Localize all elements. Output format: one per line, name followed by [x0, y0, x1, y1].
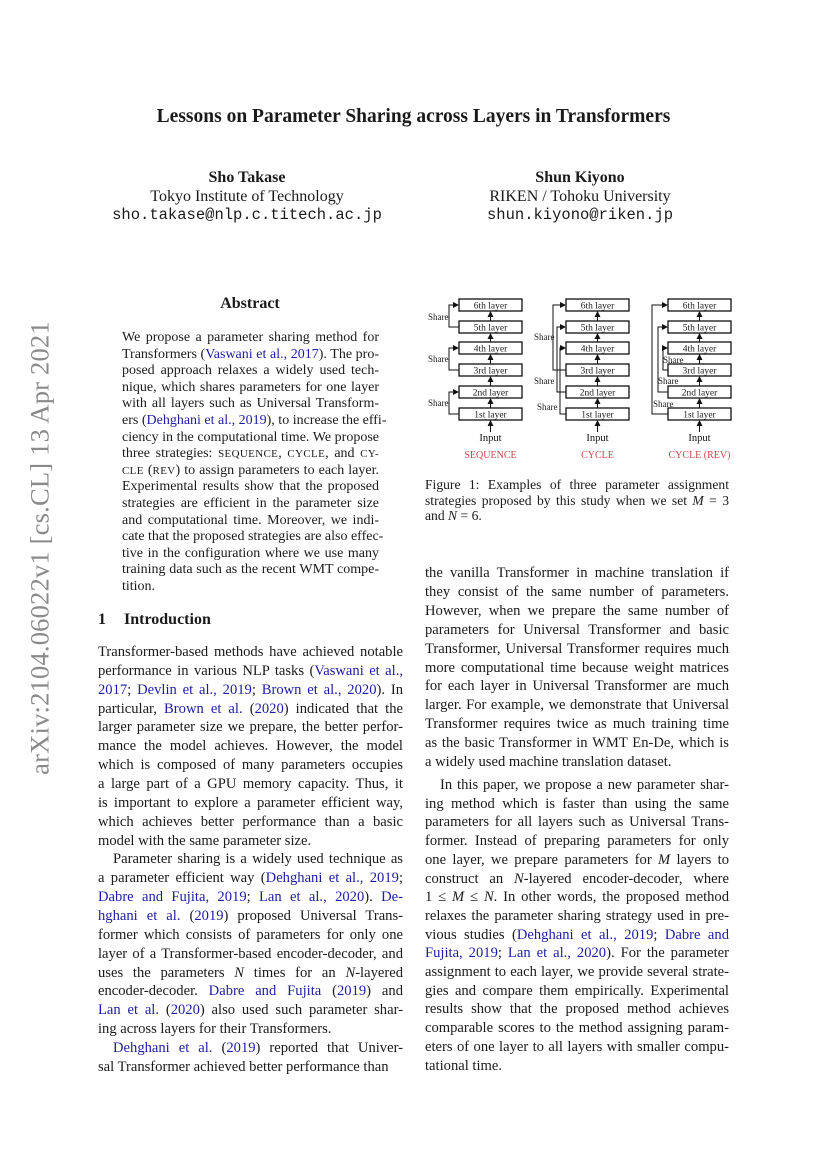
text-line: [122, 562, 379, 579]
layer-label: 4th layer: [473, 344, 508, 355]
strategy-diagram-sequence: [428, 299, 522, 461]
arxiv-id-text: arXiv:2104.06022v1 [cs.CL] 13 Apr 2021: [24, 321, 55, 775]
citation-link[interactable]: Dabre and: [664, 926, 729, 943]
text-line: [98, 643, 403, 662]
math-symbol: M: [692, 492, 704, 508]
text-line: [122, 479, 379, 496]
text-run: ≤: [464, 889, 484, 906]
layer-label: 1st layer: [581, 410, 614, 421]
text-run: which is composed of many parameters occupies: [98, 757, 403, 774]
citation-link[interactable]: Dehghani et al., 2019: [265, 870, 399, 887]
text-line: [122, 463, 379, 480]
citation-link[interactable]: Dabre and Fujita: [208, 983, 322, 1000]
layer-label: 3rd layer: [473, 366, 508, 377]
text-line: [425, 715, 729, 734]
text-line: [425, 602, 729, 621]
text-run: training data such as the recent WMT compe-: [122, 562, 379, 578]
text-run: -layered encoder-decoder, where: [523, 870, 729, 887]
citation-link[interactable]: Devlin et al., 2019: [137, 681, 252, 698]
text-line: [425, 753, 729, 772]
text-line: [425, 888, 729, 907]
text-line: [425, 870, 729, 889]
text-line: [122, 430, 379, 447]
text-run: and: [425, 508, 449, 523]
text-line: [425, 640, 729, 659]
text-run: Transformers (: [122, 346, 206, 362]
text-run: posed approach relaxes a widely used tech-: [122, 363, 379, 379]
text-run: However, when we prepare the same number of: [425, 602, 729, 619]
text-run: cate that the proposed strategies are also effec-: [122, 529, 384, 545]
text-line: [98, 1001, 403, 1020]
citation-link[interactable]: Dehghani et al.: [113, 1040, 213, 1057]
text-run: , and: [325, 446, 361, 462]
text-run: they consist of the same number of parameters.: [425, 583, 729, 600]
layer-label: 3rd layer: [682, 366, 717, 377]
share-label: Share: [428, 398, 449, 408]
paper-title: Lessons on Parameter Sharing across Layers in Transformers: [156, 106, 671, 127]
author-name: Shun Kiyono: [535, 169, 625, 186]
citation-link[interactable]: 2019: [336, 983, 367, 1000]
text-run: comparable scores to the method assigning param-: [425, 1020, 729, 1037]
text-run: parameters for all layers such as Universal Trans-: [425, 814, 729, 831]
text-run: ;: [653, 926, 665, 943]
citation-link[interactable]: Lan et al., 2020: [259, 889, 365, 906]
abstract-heading: Abstract: [220, 295, 280, 312]
math-symbol: N: [483, 889, 494, 906]
text-run: larger parameter size we prepare, the better perfor-: [98, 719, 403, 736]
text-line: [425, 508, 729, 524]
layer-label: 5th layer: [580, 323, 615, 334]
text-run: vious studies (: [425, 926, 517, 943]
math-symbol: N: [448, 508, 458, 523]
text-run: ciency in the computational time. We propose: [122, 429, 379, 445]
text-run: mance the model achieves. However, the model: [98, 738, 403, 755]
section-heading-introduction: [98, 611, 211, 629]
text-run: parameters for Universal Transformer and basic: [425, 621, 729, 638]
layer-label: 4th layer: [682, 344, 717, 355]
text-line: [425, 832, 729, 851]
text-run: larger. For example, we demonstrate that Universal: [425, 697, 729, 714]
text-line: [122, 380, 379, 397]
share-label: Share: [428, 354, 449, 364]
math-symbol: N: [234, 964, 244, 981]
share-label: Share: [658, 376, 679, 386]
strategy-diagram-cycle: [534, 299, 629, 461]
text-line: [98, 813, 403, 832]
text-run: assignment to each layer, we provide several strate-: [425, 964, 729, 981]
text-run: Transformer, Universal Transformer requires much: [425, 640, 729, 657]
citation-link[interactable]: hghani et al.: [98, 908, 181, 925]
text-line: [98, 964, 403, 983]
text-run: relaxes the parameter sharing strategy used in pre-: [425, 907, 729, 924]
text-line: [425, 583, 729, 602]
text-line: [425, 1019, 729, 1038]
text-line: [98, 700, 403, 719]
citation-link[interactable]: Brown et al., 2020: [261, 681, 377, 698]
text-line: [98, 756, 403, 775]
share-label: Share: [534, 376, 555, 386]
text-run: tational time.: [425, 1057, 503, 1074]
text-run: is important to explore a parameter efficient way,: [98, 794, 403, 811]
text-line: [122, 513, 379, 530]
text-run: (: [159, 1002, 171, 1019]
share-connector: [449, 348, 459, 370]
text-line: [425, 1038, 729, 1057]
text-run: more computational time because weight matrices: [425, 659, 729, 676]
citation-link[interactable]: Dehghani et al., 2019: [516, 926, 654, 943]
text-run: ;: [497, 945, 508, 962]
citation-link[interactable]: Lan et al.: [98, 1002, 160, 1019]
text-line: [425, 1000, 729, 1019]
text-run: . In other words, the proposed method: [493, 889, 730, 906]
text-run: ). The pro-: [318, 346, 379, 362]
text-run: a parameter efficient way (: [98, 870, 266, 887]
text-run: which achieves better performance than a basic: [98, 813, 403, 830]
text-run: Parameter sharing is a widely used technique as: [113, 851, 403, 868]
citation-link[interactable]: Dabre and Fujita, 2019: [98, 889, 247, 906]
section-number: 1: [98, 611, 106, 628]
author-affiliation: RIKEN / Tohoku University: [489, 188, 671, 205]
citation-link[interactable]: Vaswani et al., 2017: [205, 346, 319, 362]
text-line: [122, 330, 379, 347]
text-run: tition.: [122, 578, 156, 594]
text-line: [425, 926, 729, 945]
text-run: encoder-decoder.: [98, 983, 209, 1000]
text-line: [425, 944, 729, 963]
text-run: construct an: [425, 870, 515, 887]
text-line: [98, 832, 403, 851]
layer-label: 5th layer: [682, 323, 717, 334]
text-line: [122, 363, 379, 380]
share-label: Share: [663, 355, 684, 365]
citation-link[interactable]: 2020: [254, 700, 284, 717]
text-run: with all layers such as Universal Transform-: [122, 396, 379, 412]
text-run: eters of one layer to all layers with smaller compu-: [425, 1038, 729, 1055]
text-line: [98, 775, 403, 794]
text-run: (: [242, 700, 255, 717]
text-line: [425, 734, 729, 753]
text-run: ing across layers for their Transformers.: [98, 1021, 332, 1038]
text-line: [98, 850, 403, 869]
layer-label: 2nd layer: [472, 388, 509, 399]
text-line: [425, 696, 729, 715]
text-run: one layer, we prepare parameters for: [425, 851, 658, 868]
math-symbol: M: [452, 889, 465, 906]
text-line: [122, 347, 379, 364]
right-column-paragraph-1: [425, 564, 729, 772]
text-run: -layered: [355, 964, 403, 981]
text-run: ers (: [122, 412, 147, 428]
text-line: [98, 982, 403, 1001]
text-line: [425, 907, 729, 926]
author-name: Sho Takase: [208, 169, 286, 186]
text-run: model with the same parameter size.: [98, 832, 312, 849]
math-symbol: N: [345, 964, 356, 981]
text-line: [425, 813, 729, 832]
citation-link[interactable]: Dehghani et al., 2019: [146, 412, 267, 428]
text-line: [98, 869, 403, 888]
abstract-body: [122, 330, 387, 596]
text-run: former which consists of parameters for only one: [98, 926, 403, 943]
figure-1-diagram: [420, 290, 750, 465]
text-line: [425, 963, 729, 982]
layer-label: 6th layer: [473, 301, 508, 312]
text-run: nique, which shares parameters for one layer: [122, 379, 379, 395]
strategy-diagram-cycle-rev: [652, 299, 731, 461]
author-block-1: [82, 168, 412, 225]
text-run: ), to increase the effi-: [266, 412, 387, 428]
text-run: Transformer requires twice as much training time: [425, 716, 729, 733]
text-run: the vanilla Transformer in machine translation if: [425, 565, 729, 581]
text-run: ,: [278, 446, 288, 462]
text-line: [98, 737, 403, 756]
layer-label: 3rd layer: [580, 366, 615, 377]
text-line: [425, 795, 729, 814]
text-run: results show that the proposed method achieves: [425, 1001, 729, 1018]
small-caps-term: CLE: [122, 464, 144, 477]
text-line: [425, 493, 729, 509]
input-label: Input: [479, 433, 502, 444]
text-line: [98, 718, 403, 737]
small-caps-term: REV: [152, 464, 176, 477]
text-run: We propose a parameter sharing method for: [122, 330, 379, 345]
small-caps-term: CY-: [360, 448, 379, 461]
citation-link[interactable]: Brown et al.: [164, 700, 243, 717]
math-symbol: M: [658, 851, 671, 868]
text-run: ) indicated that the: [283, 700, 403, 717]
text-run: In this paper, we propose a new parameter shar-: [440, 777, 729, 793]
text-run: ) proposed Universal Trans-: [223, 908, 404, 925]
text-run: for each layer in Universal Transformer are much: [425, 678, 729, 695]
small-caps-term: SEQUENCE: [218, 448, 279, 461]
share-connector: [560, 348, 566, 414]
citation-link[interactable]: Lan et al., 2020: [507, 945, 607, 962]
text-line: [98, 888, 403, 907]
text-run: layer of a Transformer-based encoder-decoder, and: [98, 945, 403, 962]
text-line: [98, 945, 403, 964]
text-line: [122, 446, 379, 463]
text-run: particular,: [98, 700, 165, 717]
share-label: Share: [534, 332, 555, 342]
author-email[interactable]: sho.takase@nlp.c.titech.ac.jp: [112, 206, 382, 224]
text-line: [122, 546, 379, 563]
text-run: three strategies:: [122, 446, 219, 462]
text-run: a widely used machine translation dataset.: [425, 754, 672, 771]
text-run: ;: [246, 889, 260, 906]
text-run: times for an: [244, 964, 346, 981]
share-connector: [449, 305, 459, 327]
layer-label: 6th layer: [682, 301, 717, 312]
citation-link[interactable]: 2019: [194, 908, 224, 925]
citation-link[interactable]: De-: [381, 889, 403, 906]
text-run: and computational time. Moreover, we indi-: [122, 512, 379, 528]
share-label: Share: [537, 402, 558, 412]
layer-label: 1st layer: [474, 410, 507, 421]
text-run: sal Transformer achieved better performance than: [98, 1058, 389, 1075]
text-line: [425, 564, 729, 583]
strategy-name: CYCLE: [581, 450, 614, 461]
text-line: [425, 1057, 729, 1076]
text-line: [98, 1020, 403, 1039]
text-run: ).: [364, 889, 382, 906]
text-run: (: [212, 1040, 227, 1057]
share-connector: [449, 392, 459, 414]
text-run: uses the parameters: [98, 964, 235, 981]
text-run: 1 ≤: [425, 889, 453, 906]
section-title: Introduction: [124, 611, 211, 628]
citation-link[interactable]: Fujita, 2019: [425, 945, 498, 962]
right-column-paragraph-2: [425, 776, 729, 1075]
text-line: [425, 477, 729, 493]
text-run: = 6.: [457, 508, 482, 523]
text-line: [425, 776, 729, 795]
text-line: [98, 907, 403, 926]
text-run: Experimental results show that the proposed: [122, 479, 379, 495]
text-run: gies and compare them empirically. Experimental: [425, 982, 729, 999]
share-label: Share: [428, 312, 449, 322]
text-line: [98, 926, 403, 945]
text-run: layers to: [670, 851, 730, 868]
text-run: strategies proposed by this study when we set: [425, 492, 693, 508]
text-run: as the basic Transformer in WMT En-De, which is: [425, 735, 729, 752]
text-line: [122, 529, 384, 546]
text-run: performance in various NLP tasks (: [98, 662, 315, 679]
text-run: ). For the parameter: [606, 945, 729, 962]
text-run: ing method which is faster than using the same: [425, 795, 729, 812]
author-affiliation: Tokyo Institute of Technology: [150, 188, 344, 205]
text-line: [425, 982, 729, 1001]
citation-link[interactable]: 2020: [170, 1002, 200, 1019]
text-line: [98, 662, 403, 681]
introduction-body: [98, 643, 403, 1077]
text-line: [122, 579, 379, 596]
small-caps-term: CYCLE: [287, 448, 326, 461]
figure-1-caption: [425, 477, 729, 524]
input-label: Input: [688, 433, 711, 444]
text-run: ;: [251, 681, 262, 698]
text-line: [425, 851, 729, 870]
text-line: [122, 412, 387, 430]
text-run: = 3: [703, 492, 730, 508]
text-line: [98, 794, 403, 813]
math-symbol: N: [514, 870, 524, 887]
author-block-2: [415, 168, 745, 225]
layer-label: 5th layer: [473, 323, 508, 334]
layer-label: 1st layer: [683, 410, 716, 421]
text-line: [98, 1039, 403, 1058]
strategy-name: SEQUENCE: [464, 450, 517, 461]
text-run: ) also used such parameter shar-: [199, 1002, 403, 1019]
text-run: (: [143, 462, 153, 478]
text-run: former. Instead of preparing parameters for only: [425, 833, 729, 850]
text-run: Transformer-based methods have achieved notable: [98, 644, 403, 660]
text-run: tive in the configuration where we use many: [122, 545, 379, 561]
text-line: [425, 659, 729, 678]
text-run: ) and: [366, 983, 403, 1000]
text-line: [425, 621, 729, 640]
citation-link[interactable]: 2017: [98, 681, 128, 698]
strategy-name: CYCLE (REV): [668, 450, 731, 461]
citation-link[interactable]: 2019: [226, 1040, 256, 1057]
text-line: [98, 681, 403, 700]
text-run: ) reported that Univer-: [255, 1040, 404, 1057]
text-line: [122, 496, 379, 513]
citation-link[interactable]: Vaswani et al.,: [314, 662, 403, 679]
text-line: [122, 396, 379, 413]
text-run: Figure 1: Examples of three parameter assignment: [425, 477, 729, 492]
layer-label: 2nd layer: [579, 388, 616, 399]
author-email[interactable]: shun.kiyono@riken.jp: [486, 206, 674, 224]
share-label: Share: [653, 399, 674, 409]
text-run: strategies are efficient in the parameter size: [122, 495, 379, 511]
share-connector: [557, 327, 566, 392]
input-label: Input: [586, 433, 609, 444]
layer-label: 4th layer: [580, 344, 615, 355]
text-run: (: [321, 983, 337, 1000]
layer-label: 6th layer: [580, 301, 615, 312]
text-run: ;: [127, 681, 138, 698]
text-run: a large part of a GPU memory capacity. Thus, it: [98, 776, 403, 793]
text-line: [425, 677, 729, 696]
text-run: ) to assign parameters to each layer.: [175, 462, 379, 478]
text-line: [98, 1058, 403, 1077]
text-run: ;: [398, 870, 403, 887]
text-run: ). In: [376, 681, 403, 698]
layer-label: 2nd layer: [681, 388, 718, 399]
text-run: (: [180, 908, 195, 925]
